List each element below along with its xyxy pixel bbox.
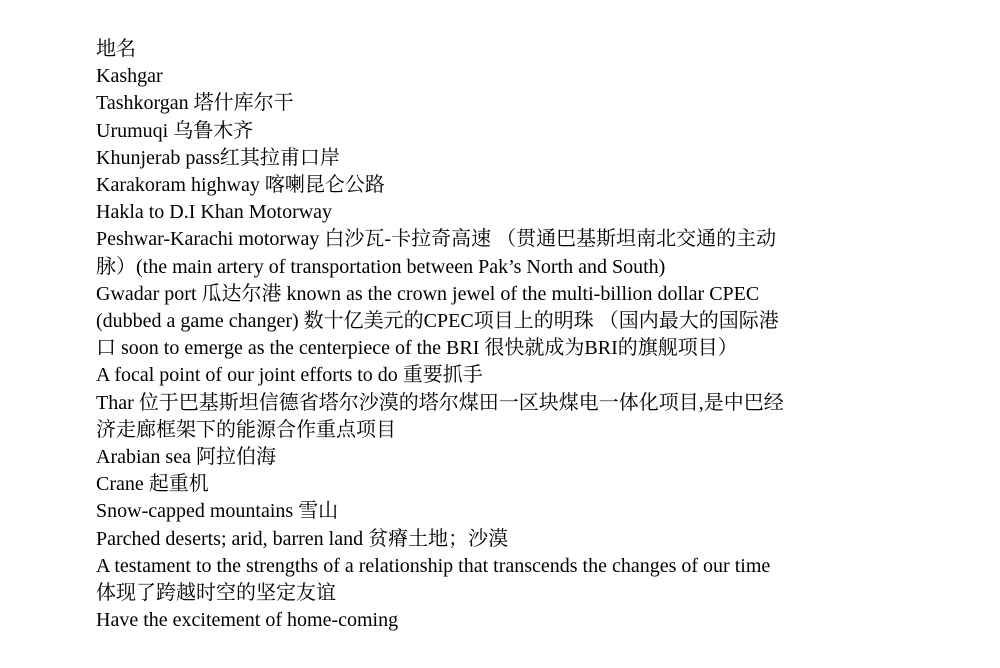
text-line: Khunjerab pass红其拉甫口岸 xyxy=(96,146,340,169)
text-line: Kashgar xyxy=(96,65,163,88)
text-line: 脉）(the main artery of transportation between Pak’s North and South) xyxy=(96,255,666,278)
text-line: (dubbed a game changer) 数十亿美元的CPEC项目上的明珠 （国内最大的国际港 xyxy=(96,310,779,333)
text-line: Parched deserts; arid, barren land 贫瘠土地；沙漠 xyxy=(96,527,509,550)
text-line: Gwadar port 瓜达尔港 known as the crown jewel of the multi-billion dollar CPEC xyxy=(96,282,760,305)
text-line: A testament to the strengths of a relationship that transcends the changes of our time xyxy=(96,554,771,577)
heading-place-names: 地名 xyxy=(96,38,136,60)
text-line: Urumuqi 乌鲁木齐 xyxy=(96,119,254,142)
text-line: 口 soon to emerge as the centerpiece of the BRI 很快就成为BRI的旗舰项目） xyxy=(96,337,738,360)
text-line: Crane 起重机 xyxy=(96,473,209,496)
text-line: A focal point of our joint efforts to do 重要抓手 xyxy=(96,364,483,387)
text-line: Peshwar-Karachi motorway 白沙瓦-卡拉奇高速 （贯通巴基斯坦南北交通的主动 xyxy=(96,228,777,251)
text-line: Hakla to D.I Khan Motorway xyxy=(96,201,333,224)
text-line: Karakoram highway 喀喇昆仑公路 xyxy=(96,174,385,197)
document-body xyxy=(96,36,904,634)
text-line: Tashkorgan 塔什库尔干 xyxy=(96,92,294,115)
text-line: Have the excitement of home-coming xyxy=(96,609,399,632)
text-line: 体现了跨越时空的坚定友谊 xyxy=(96,582,336,605)
text-line: Thar 位于巴基斯坦信德省塔尔沙漠的塔尔煤田一区块煤电一体化项目,是中巴经 xyxy=(96,391,784,414)
text-line: Arabian sea 阿拉伯海 xyxy=(96,446,276,469)
text-line: 济走廊框架下的能源合作重点项目 xyxy=(96,418,396,441)
text-line: Snow-capped mountains 雪山 xyxy=(96,500,339,523)
